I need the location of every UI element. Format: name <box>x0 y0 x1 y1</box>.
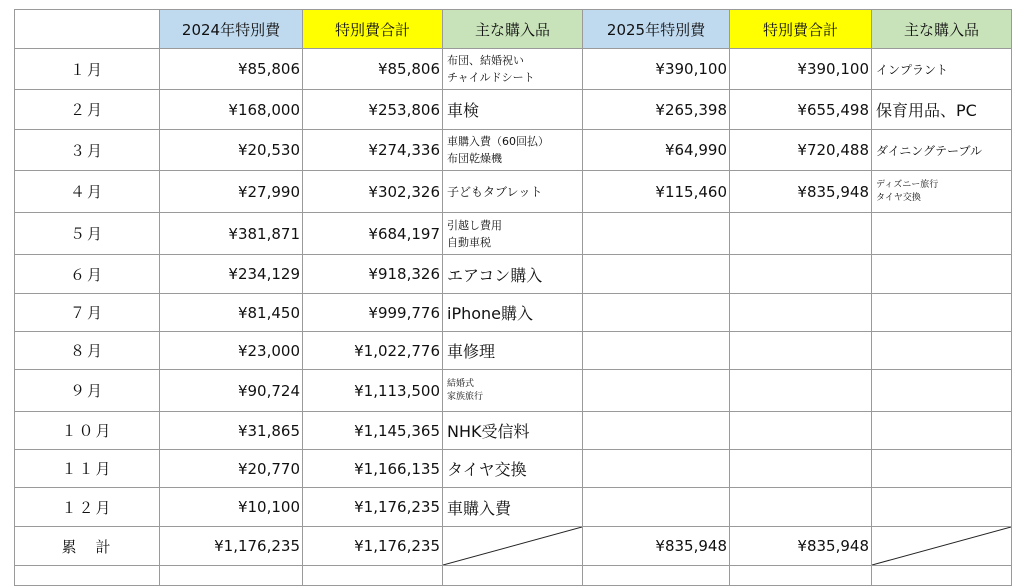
item-line: エアコン購入 <box>447 265 543 285</box>
item-line: 布団、結婚祝い <box>447 54 524 67</box>
special-2025-cell[interactable] <box>583 370 730 412</box>
items-2024-cell[interactable] <box>443 171 583 213</box>
item-line: 子どもタブレット <box>447 185 543 199</box>
total-row <box>15 527 1012 566</box>
items-2024-cell[interactable] <box>443 450 583 488</box>
month-row <box>15 171 1012 213</box>
total-2024-cell[interactable]: ¥1,176,235 <box>303 488 443 527</box>
items-2025-cell[interactable] <box>872 130 1012 171</box>
item-line: インプラント <box>876 62 949 77</box>
empty-cell[interactable] <box>872 566 1012 586</box>
month-row <box>15 213 1012 255</box>
items-2025-cell[interactable] <box>872 488 1012 527</box>
items-2025-cell[interactable] <box>872 332 1012 370</box>
special-2025-cell[interactable] <box>583 450 730 488</box>
empty-cell[interactable] <box>583 566 730 586</box>
total-2024-cell[interactable]: ¥1,113,500 <box>303 370 443 412</box>
item-line: iPhone購入 <box>447 304 534 323</box>
header-2024-special[interactable]: 2024年特別費 <box>160 10 303 49</box>
special-2024-cell[interactable]: ¥23,000 <box>160 332 303 370</box>
month-row <box>15 488 1012 527</box>
empty-cell[interactable] <box>160 566 303 586</box>
items-2025-cell[interactable] <box>872 90 1012 130</box>
total-2024-cell[interactable]: ¥1,166,135 <box>303 450 443 488</box>
item-line: 自動車税 <box>447 235 491 249</box>
special-2024-cell[interactable]: ¥27,990 <box>160 171 303 213</box>
items-2025-cell[interactable] <box>872 213 1012 255</box>
total-2024-cell[interactable]: ¥918,326 <box>303 255 443 294</box>
month-cell[interactable]: ２月 <box>15 90 160 130</box>
total-2025-sum-cell[interactable]: ¥835,948 <box>730 527 872 566</box>
items-2025-cell[interactable] <box>872 412 1012 450</box>
special-2025-cell[interactable] <box>583 213 730 255</box>
items-2024-cell[interactable] <box>443 332 583 370</box>
total-2025-cell[interactable] <box>730 294 872 332</box>
item-line: 引越し費用 <box>447 218 502 232</box>
empty-cell[interactable] <box>303 566 443 586</box>
total-2024-sum-cell[interactable]: ¥1,176,235 <box>303 527 443 566</box>
special-2024-cell[interactable]: ¥10,100 <box>160 488 303 527</box>
header-row <box>15 10 1012 49</box>
diagonal-line <box>443 527 582 565</box>
item-line: 車購入費（60回払） <box>447 135 549 148</box>
total-2024-cell[interactable]: ¥684,197 <box>303 213 443 255</box>
month-cell[interactable]: １月 <box>15 49 160 90</box>
total-2025-cell[interactable] <box>730 450 872 488</box>
month-cell[interactable]: ９月 <box>15 370 160 412</box>
month-row <box>15 332 1012 370</box>
total-2025-cell[interactable] <box>730 213 872 255</box>
items-2024-cell[interactable] <box>443 49 583 90</box>
items-2025-cell[interactable] <box>872 49 1012 90</box>
special-2024-cell[interactable]: ¥20,770 <box>160 450 303 488</box>
empty-cell[interactable] <box>730 566 872 586</box>
empty-cell[interactable] <box>15 566 160 586</box>
items-2024-cell[interactable] <box>443 90 583 130</box>
month-row <box>15 370 1012 412</box>
total-2024-cell[interactable]: ¥85,806 <box>303 49 443 90</box>
total-2024-cell[interactable]: ¥999,776 <box>303 294 443 332</box>
month-cell[interactable]: ５月 <box>15 213 160 255</box>
items-2024-cell[interactable] <box>443 412 583 450</box>
total-label-cell[interactable]: 累 計 <box>15 527 160 566</box>
header-2025-total[interactable]: 特別費合計 <box>730 10 872 49</box>
total-2025-cell[interactable]: ¥655,498 <box>730 90 872 130</box>
items-2025-cell[interactable] <box>872 370 1012 412</box>
items-2025-cell[interactable] <box>872 171 1012 213</box>
special-2025-cell[interactable]: ¥64,990 <box>583 130 730 171</box>
special-2025-cell[interactable]: ¥265,398 <box>583 90 730 130</box>
total-2025-cell[interactable] <box>730 488 872 527</box>
item-line: 布団乾燥機 <box>447 152 502 165</box>
month-cell[interactable]: ８月 <box>15 332 160 370</box>
empty-cell[interactable] <box>443 566 583 586</box>
total-2025-items-cell[interactable] <box>872 527 1012 566</box>
header-2025-items[interactable]: 主な購入品 <box>872 10 1012 49</box>
total-2025-cell[interactable] <box>730 412 872 450</box>
item-line: チャイルドシート <box>447 71 535 84</box>
special-2024-cell[interactable]: ¥168,000 <box>160 90 303 130</box>
special-2025-cell[interactable] <box>583 412 730 450</box>
month-cell[interactable]: １２月 <box>15 488 160 527</box>
items-2024-cell[interactable] <box>443 370 583 412</box>
month-row <box>15 450 1012 488</box>
special-2025-cell[interactable] <box>583 294 730 332</box>
items-2025-cell[interactable] <box>872 255 1012 294</box>
month-row <box>15 412 1012 450</box>
items-2024-cell[interactable] <box>443 213 583 255</box>
special-2025-cell[interactable]: ¥390,100 <box>583 49 730 90</box>
month-cell[interactable]: ４月 <box>15 171 160 213</box>
special-2025-cell[interactable] <box>583 255 730 294</box>
special-2024-cell[interactable]: ¥20,530 <box>160 130 303 171</box>
total-2025-cell[interactable]: ¥835,948 <box>730 171 872 213</box>
header-corner[interactable] <box>15 10 160 49</box>
total-2024-special-cell[interactable]: ¥1,176,235 <box>160 527 303 566</box>
total-2024-cell[interactable]: ¥1,022,776 <box>303 332 443 370</box>
items-2024-cell[interactable] <box>443 488 583 527</box>
total-2025-cell[interactable] <box>730 332 872 370</box>
diagonal-line <box>872 527 1011 565</box>
month-cell[interactable]: ６月 <box>15 255 160 294</box>
special-2024-cell[interactable]: ¥234,129 <box>160 255 303 294</box>
month-row <box>15 294 1012 332</box>
month-cell[interactable]: １１月 <box>15 450 160 488</box>
total-2025-cell[interactable]: ¥720,488 <box>730 130 872 171</box>
item-line: 車購入費 <box>447 498 512 518</box>
special-2025-cell[interactable] <box>583 332 730 370</box>
total-2024-items-cell[interactable] <box>443 527 583 566</box>
header-2024-total[interactable]: 特別費合計 <box>303 10 443 49</box>
item-line: タイヤ交換 <box>447 460 527 479</box>
items-2025-cell[interactable] <box>872 294 1012 332</box>
special-2024-cell[interactable]: ¥85,806 <box>160 49 303 90</box>
special-2025-cell[interactable]: ¥115,460 <box>583 171 730 213</box>
special-2025-cell[interactable] <box>583 488 730 527</box>
item-line: 車修理 <box>447 342 496 361</box>
month-cell[interactable]: ３月 <box>15 130 160 171</box>
item-line: ダイニングテーブル <box>876 143 982 158</box>
items-2024-cell[interactable] <box>443 130 583 171</box>
items-2024-cell[interactable] <box>443 294 583 332</box>
total-2024-cell[interactable]: ¥274,336 <box>303 130 443 171</box>
total-2024-cell[interactable]: ¥1,145,365 <box>303 412 443 450</box>
special-2024-cell[interactable]: ¥381,871 <box>160 213 303 255</box>
month-row <box>15 49 1012 90</box>
special-2024-cell[interactable]: ¥81,450 <box>160 294 303 332</box>
total-2025-cell[interactable]: ¥390,100 <box>730 49 872 90</box>
special-2024-cell[interactable]: ¥31,865 <box>160 412 303 450</box>
items-2025-cell[interactable] <box>872 450 1012 488</box>
empty-row <box>15 566 1012 586</box>
item-line: 車検 <box>447 101 480 120</box>
total-2025-cell[interactable] <box>730 370 872 412</box>
special-expenses-table <box>14 9 1012 586</box>
item-line: 家族旅行 <box>447 391 484 402</box>
header-2024-items[interactable]: 主な購入品 <box>443 10 583 49</box>
month-cell[interactable]: ７月 <box>15 294 160 332</box>
item-line: タイヤ交換 <box>876 192 921 203</box>
item-line: NHK受信料 <box>447 422 530 441</box>
month-row <box>15 90 1012 130</box>
total-2025-special-cell[interactable]: ¥835,948 <box>583 527 730 566</box>
month-cell[interactable]: １０月 <box>15 412 160 450</box>
month-row <box>15 130 1012 171</box>
item-line: ディズニー旅行 <box>876 179 939 190</box>
total-2024-cell[interactable]: ¥302,326 <box>303 171 443 213</box>
total-2024-cell[interactable]: ¥253,806 <box>303 90 443 130</box>
total-2025-cell[interactable] <box>730 255 872 294</box>
item-line: 結婚式 <box>447 378 475 389</box>
item-line: 保育用品、PC <box>876 101 977 120</box>
month-row <box>15 255 1012 294</box>
special-2024-cell[interactable]: ¥90,724 <box>160 370 303 412</box>
items-2024-cell[interactable] <box>443 255 583 294</box>
header-2025-special[interactable]: 2025年特別費 <box>583 10 730 49</box>
